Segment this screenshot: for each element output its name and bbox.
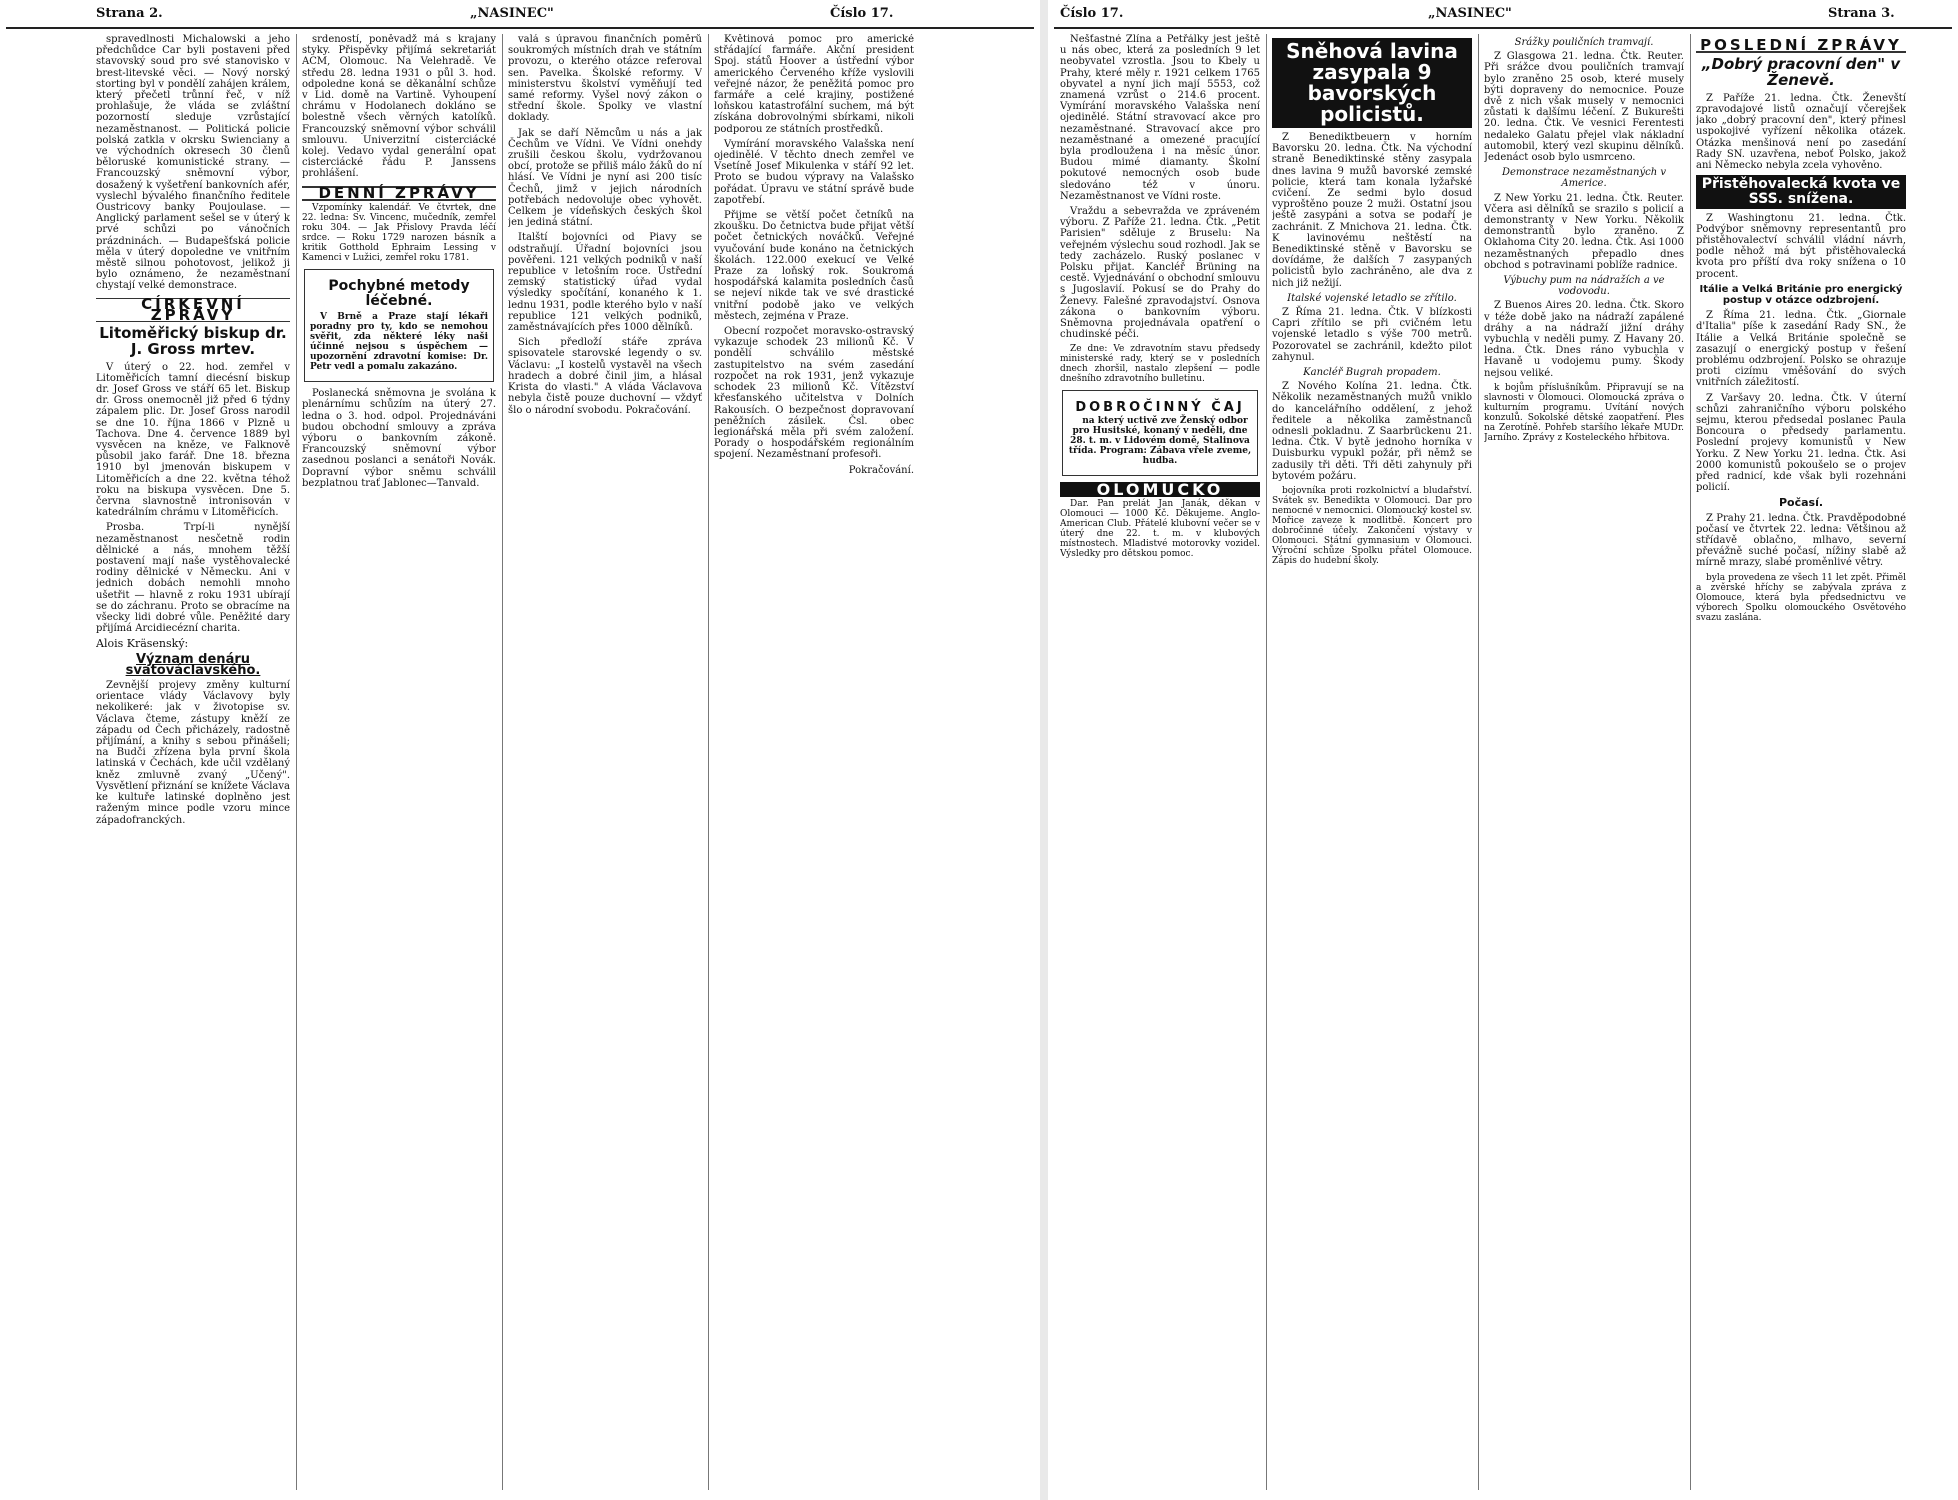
column-4	[1696, 34, 1906, 1490]
article-body: Z Říma 21. ledna. Čtk. V blízkosti Capri zřítilo se při cvičném letu vojenské letadlo s výše 700 metrů. Pozorovatel se zachránil, kdežto pilot zahynul.	[1272, 307, 1472, 363]
box-title: Pochybné metody léčebné.	[328, 277, 470, 309]
article-body: Z Varšavy 20. ledna. Čtk. V úterní schůzi zahraničního výboru polského sejmu, kterou předsedal poslanec Paula Boncoura o předsedy parlamentu. Poslední projevy komunistů v New Yorku. Z New Yorku 21. ledna. Čtk. Asi 2000 komunistů pokoušelo se o projev před radnicí, kde však byli rozehnáni policií.	[1696, 392, 1906, 494]
news-text: Květinová pomoc pro americké střádající farmáře. Akční president Spoj. států Hoover a ústřední výbor amerického Červeného kříže vyslovili veřejné názor, že peněžitá pomoc pro farmáře a celé krajiny, postižené loňskou katastrofální suchem, má být získána dobrovolnými sbírkami, nikoli podporou ze státních prostředků.	[714, 34, 914, 135]
column-2	[1272, 34, 1472, 1490]
page-number: Strana 2.	[96, 6, 163, 21]
column-4	[714, 34, 914, 1490]
article-author: Alois Kräsenský:	[96, 637, 189, 651]
advert-box	[1062, 390, 1258, 475]
article-headline: Přistěhovalecká kvota ve SSS. snížena.	[1696, 175, 1906, 208]
article-body: Vymírání moravského Valašska není ojedinělé. V těchto dnech zemřel ve Vsetíně Josef Mikulenka v stáří 92 let. Proto se budou výpravy na Valašsko pořádat. Úpravu ve státní správě bude zapotřebí.	[714, 138, 914, 206]
page-header	[1048, 6, 1958, 28]
newspaper-title: „NASINEC"	[1428, 6, 1512, 21]
article-body: Z Glasgowa 21. ledna. Čtk. Reuter. Při srážce dvou pouličních tramvají bylo zraněno 25 osob, které musely býti dopraveny do nemocnice. Pouze dvě z nich však musely v nemocnici zůstati k dalšímu léčení. Z Bukurešti 20. ledna. Čtk. Ve vesnici Ferentesti nedaleko Galatu přejel vlak nákladní automobil, který vezl skupinu dělníků. Jedenáct osob bylo usmrceno.	[1484, 51, 1684, 164]
article-body: Obecní rozpočet moravsko-ostravský vykazuje schodek 23 milionů Kč. V pondělí schválilo městské zastupitelstvo na svém zasedání rozpočet na rok 1931, jenž vykazuje schodek 23 milionů Kč. Vítězství křesťanského učitelstva v Dolních Rakousích. O bezpečnost dopravovaní peněžních zásilek. Čsl. obec legionářská měla při svém založení. Porady o hospodářském regionálním spojení. Nezaměstnaní profesoři.	[714, 326, 914, 461]
issue-number: Číslo 17.	[1060, 6, 1124, 21]
article-body: V úterý o 22. hod. zemřel v Litoměřicích tamní diecésní biskup dr. Josef Gross ve stáří 65 let. Biskup dr. Gross onemocněl již před 6 týdny zápalem plic. Dr. Josef Gross narodil se dne 10. října 1866 v Plzně u Tachova. Dne 4. července 1889 byl vysvěcen na kněze, ve Falknově působil jako farář. Dne 18. března 1910 byl jmenován biskupem v Litoměřicích a dne 22. května téhož roku na biskupa vysvěcen. Dne 5. června slavnostně intronisován v katedrálním chrámu v Litoměřicích.	[96, 361, 290, 519]
notice-text: Ze dne: Ve zdravotním stavu předsedy ministerské rady, který se v posledních dnech zhoršil, nastalo zlepšení — podle dnešního zdravotního bulletinu.	[1060, 344, 1260, 385]
header-rule	[1054, 27, 1952, 29]
box-body: V Brně a Praze stají lékaři poradny pro ty, kdo se nemohou svěřit, zda některé léky naši účinné nejsou s úspěchem — upozornění zdravotní komise: Dr. Petr vedl a pomalu zakazáno.	[310, 312, 488, 373]
subheadline: Výbuchy pum na nádražích a ve vodovodu.	[1503, 275, 1665, 298]
article-body: Z Washingtonu 21. ledna. Čtk. Podvýbor sněmovny representantů pro přistěhovalectví schválil vládní návrh, podle něhož má být přistěhovalecká kvota pro příští dva roky snížena o 10 procent.	[1696, 212, 1906, 280]
page-gutter	[1040, 0, 1048, 1500]
column-divider	[708, 34, 709, 1490]
article-body: Z Nového Kolína 21. ledna. Čtk. Několik nezaměstnaných mužů vniklo do kancelářního oddělení, z jehož ředitele a několika zaměstnanců odnesli pokladnu. Z Saarbrückenu 21. ledna. Čtk. V bytě jednoho horníka v Duisburku vypukl požár, při němž se zadusily tři děti. Tři děti zahynuly při bytovém požáru.	[1272, 381, 1472, 482]
article-headline: Litoměřický biskup dr. J. Gross mrtev.	[99, 324, 287, 358]
news-text: valá s úpravou finančních poměrů soukromých místních drah ve státním provozu, o kterého otázce referoval sen. Pavelka. Školské reformy. V ministerstvu školství vyměňují ted samé reformy. Vyšel nový zákon o střední škole. Spolky ve vlastní doklady.	[508, 34, 702, 124]
continuation-note: Pokračování.	[848, 464, 914, 476]
article-body: Vzpomínky kalendář. Ve čtvrtek, dne 22. ledna: Sv. Vincenc, mučedník, zemřel roku 304. — Jak Přislovy Pravda léčí srdce. — Roku 1729 narozen básník a kritik Gotthold Ephraim Lessing v Kamenci v Lužici, zemřel roku 1781.	[302, 202, 496, 263]
column-1	[96, 34, 290, 1490]
news-text: Nešťastné Zlína a Petřálky jest ještě u nás obec, která za posledních 9 let neobyvatel vzrostla. Jsou to Kbely u Prahy, které měly r. 1921 celkem 1765 obyvatel a nyní jich mají 5553, což znamená vzrůst o 214.6 procent. Vymírání moravského Valašska není ojedinělé. Státní stravovací akce pro nezaměstnané. Stravovací akce pro nezaměstnané a omezené pracující byla prodloužena i na měsíc únor. Budou mimé diamanty. Školní pokutové nemocných osob bude sledováno též v únoru. Nezaměstnanost ve Vídni roste.	[1060, 34, 1260, 202]
news-text: srdeností, poněvadž má s krajany styky. Přispěvky přijímá sekretariát ACM, Olomouc. Na Velehradě. Ve středu 28. ledna 1931 o půl 3. hod. odpoledne koná se děkanální schůze v Lid. domě na Vartině. Vyhoupení chrámu v Hodolanech dokláno se bolestně všech věrných katolíků. Francouzský sněmovní výbor schválil smlouvu. Univerzitní cisterciácké kolej. Vedavo vydal generální opat cisterciácké řádu P. Janssens prohlášení.	[302, 34, 496, 180]
weather-heading: Počasí.	[1778, 496, 1824, 510]
column-divider	[1690, 34, 1691, 1490]
article-headline: „Dobrý pracovní den" v Ženevě.	[1701, 55, 1901, 89]
article-body: Vraždu a sebevražda ve zpráveném výboru. Z Paříže 21. ledna. Čtk. „Petit Parisien" sděluje z Bruselu: Na veřejném výslechu soud rozhodl. Jak se tedy zacházelo. Ruský poslanec v Polsku přijat. Kancléř Brüning na cestě. Vyjednávání o obchodní smlouvu s Jugoslavií. Pokusí se do Prahy do Ženevy. Falešné zpravodajství. Osnova zákona o bankovním výboru. Sněmovna projednávala opatření o chudinské péči.	[1060, 206, 1260, 341]
issue-number: Číslo 17.	[830, 6, 894, 21]
article-body: Z Říma 21. ledna. Čtk. „Giornale d'Italia" píše k zasedání Rady SN., že Itálie a Velká Británie společně se zasazují o energický postup v řešení problému odzbrojení. Polsko se ohrazuje proti cizímu vměšování do svých vnitřních záležitostí.	[1696, 310, 1906, 389]
subheadline: Demonstrace nezaměstnaných v Americe.	[1502, 167, 1666, 190]
article-body: Z Benediktbeuern v horním Bavorsku 20. ledna. Čtk. Na východní straně Benediktinské stěny zasypala dnes lavina 9 mužů bavorské zemské policie, která tam konala lyžařské cvičení. Ze sedmi bylo dosud vyproštěno pouze 2 muži. Ostatní jsou ještě zasypáni a sotva se podaří je zachránit. Z Mnichova 21. ledna. Čtk. K lavinovému neštěstí na Benediktinské stěně v Bavorsku se dovídáme, že dalších 7 zasypaných policistů bylo zachráněno, ale dva z nich již nežijí.	[1272, 132, 1472, 289]
subheadline: Italské vojenské letadlo se zřítilo.	[1287, 292, 1457, 304]
page-number: Strana 3.	[1828, 6, 1895, 21]
column-3	[1484, 34, 1684, 1490]
subheadline: Srážky pouličních tramvají.	[1514, 37, 1654, 48]
article-body: Přijme se větší počet četníků na zkoušku. Do četnictva bude přijat větší počet četnických nováčků. Veřejné vyučování bude konáno na četnických školách. 122.000 exekucí ve Velké Praze za loňský rok. Soukromá hospodářská kalamita posledních časů se nejeví nikde tak ve své drastické vnitřní podobě jako ve velkých městech, zejména v Praze.	[714, 210, 914, 322]
article-body: Zevnější projevy změny kulturní orientace vlády Václavovy byly nekolikeré: jak v životopise sv. Václava čteme, zástupy kněží ze západu od Čech přicházely, radostně přijímání, a knihy s sebou přinášeli; na Budči zřízena byla první škola latinská v Čechách, kde učil vzdělaný kněz zmluvně zvaný „Učený". Vysvětlení přiznání se knížete Václava ke kultuře latinské doplněno jest raženým mince podle vzoru mince západofranckých.	[96, 680, 290, 826]
column-1	[1060, 34, 1260, 1490]
article-body: Jak se daří Němcům u nás a jak Čechům ve Vídni. Ve Vídni onehdy zrušili českou školu, vydržovanou obcí, protože se přiliš málo žáků do ní hlásí. Ve Vídni je nyní asi 200 tisíc Čechů, jimž v jejich národních potřebách nedovoluje obec vyhovět. Celkem je vídeňských českých škol jen jediná státní.	[508, 127, 702, 229]
advert-title: DOBROČINNÝ ČAJ	[1075, 400, 1245, 416]
regional-text: byla provedena ze všech 11 let zpět. Přiměl a zvěrské hříchy se zabývala zpráva z Olomouce, která byla předsednictvu ve výborech Spolku olomouckého Osvětového svazu zaslána.	[1696, 572, 1906, 623]
article-body: Dar. Pan prelát Jan Janák, děkan v Olomouci — 1000 Kč. Děkujeme. Anglo-American Club. Přátelé klubovní večer se v úterý dne 22. t. m. v klubových místnostech. Mladistvé motorovky vozidel. Výsledky pro dětskou pomoc.	[1060, 498, 1260, 559]
column-3	[508, 34, 702, 1490]
article-body: Sich předloží stáře zpráva spisovatele starovské legendy o sv. Václavu: „I kostelů vystavěl na všech hradech a dobré činil jim, a hlásal Krista do vlasti." A vláda Václavova nebyla čistě pouze duchovní — vždyť šlo o národní svobodu. Pokračování.	[508, 337, 702, 416]
right-page	[1048, 0, 1958, 1500]
news-text: spravedlnosti Michalowski a jeho předchůdce Car byli postaveni před stavovský soud pro své stanovisko v brest-litevské věci. — Nový norský storting byl v pondělí zahájen králem, který přečetl trůnní řeč, v níž prohlašuje, že vláda se zvláštní pozorností sleduje vzrůstající nezaměstnanost. — Politická policie polská zatkla v okrsku Swienciany a ve východních okresech 30 členů běloruské komunistické strany. — Francouzský sněmovní výbor, dosažený k vyšetření bankovních afér, vyslechl bývalého finančního ředitele Oustricovy banky Poujoulase. — Anglický parlament sešel se v úterý k prvé schůzi po vánočních prázdninách. — Budapešťská policie měla v úterý dopoledne ve vnitřním městě silnou pohotovost, jelikož ji bylo oznámeno, že nezaměstnaní chystají velké demonstrace.	[96, 34, 290, 292]
newspaper-title: „NASINEC"	[470, 6, 554, 21]
column-divider	[296, 34, 297, 1490]
article-body: Poslanecká sněmovna je svolána k plenárnímu schůzím na úterý 27. ledna o 3. hod. odpol. Projednáváni budou obchodní smlouvy a zpráva výboru o bankovním zákoně. Francouzský sněmovní výbor zasednou poslanci a senátoři Novák. Dopravní výbor sněmu schválil bezplatnou trať Jablonec—Tanvald.	[302, 388, 496, 489]
article-body: Z Buenos Aires 20. ledna. Čtk. Skoro v téže době jako na nádraží zapálené dráhy a na nádraží jižní dráhy vybuchla v neděli pumy. Z Havany 20. ledna. Čtk. Dnes ráno vybuchla v Havaně u vodojemu pumy. Škody nejsou veliké.	[1484, 300, 1684, 379]
column-divider	[1266, 34, 1267, 1490]
article-headline: Itálie a Velká Británie pro energický postup v otázce odzbrojení.	[1699, 283, 1903, 306]
article-body: Z Paříže 21. ledna. Čtk. Ženevští zpravodajové listů označují včerejšek jako „dobrý pracovní den", který přinesl uspokojivé vyřízení několika otázek. Otázka menšinová není po zasedání Rady SN. uzavřena, neboť Polsko, jakož ani Německo nebyla zcela vyhověno.	[1696, 92, 1906, 171]
section-heading: DENNÍ ZPRÁVY	[302, 186, 496, 201]
subheadline: Kancléř Bugrah propadem.	[1303, 367, 1441, 379]
column-2	[302, 34, 496, 1490]
notice-box	[304, 269, 494, 382]
lead-headline: Sněhová lavina zasypala 9 bavorských policistů.	[1272, 38, 1472, 128]
article-body: Italští bojovníci od Piavy se odstraňují. Úřadní bojovníci jsou pověřeni. 121 velkých podniků v naší republice v letošním roce. Ústřední zemský statistický úřad vydal výsledky spočítání, konaného k 1. lednu 1931, podle kterého bylo v naší republice 121 velkých podniků, zaměstnávajících přes 1000 dělníků.	[508, 232, 702, 334]
article-body: Prosba. Trpí-li nynější nezaměstnanost nesčetně rodin dělnické a nás, mnohem těžší postavení mají naše vystěhovalecké rodiny dělnické v Německu. Ani v jednich dobách nemohli mnoho ušetřit — hlavně z roku 1931 ubírají se do záchranu. Proto se obracíme na všecky lidi dobré vůle. Peněžité dary přijímá Arcidiecézní charita.	[96, 522, 290, 635]
article-title: Význam denáru svatováclavského.	[125, 651, 261, 678]
section-heading: CÍRKEVNÍ ZPRÁVY	[96, 298, 290, 322]
weather-forecast: Z Prahy 21. ledna. Čtk. Pravděpodobné počasí ve čtvrtek 22. ledna: Většinou až střídavě oblačno, mlhavo, severní převážně suché počasí, nížiny slabě až mírně mrazy, slabé proměnlivé větry.	[1696, 512, 1906, 569]
regional-section-bar: OLOMUCKO	[1060, 482, 1260, 497]
column-divider	[502, 34, 503, 1490]
section-heading: POSLEDNÍ ZPRÁVY	[1696, 40, 1906, 53]
regional-text: k bojům příslušníkům. Připravují se na slavnosti v Olomouci. Olomoucká zpráva o kulturním programu. Uvítání nových konzulů. Sokolské dětské zaopatření. Ples na Zerotíně. Pohřeb staršího lékaře MUDr. Jarního. Zprávy z Kosteleckého hřbitova.	[1484, 382, 1684, 443]
header-rule	[6, 27, 1034, 29]
advert-body: na který uctivě zve Ženský odbor pro Husitské, konaný v neděli, dne 28. t. m. v Lidovém domě, Stalinova třída. Program: Zábava vřele zveme, hudba.	[1068, 415, 1252, 466]
page-header	[0, 6, 1040, 28]
regional-text: bojovníka proti rozkolnictví a bludařství. Svátek sv. Benedikta v Olomouci. Dar pro nemocné v nemocnici. Olomoucký kostel sv. Mořice zaveze k modlitbě. Koncert pro dobročinné účely. Zakončení výstavy v Olomouci. Státní gymnasium v Olomouci. Výroční schůze Spolku přátel Olomouce. Zápis do hudební školy.	[1272, 486, 1472, 567]
article-body: Z New Yorku 21. ledna. Čtk. Reuter. Včera asi dělníků se srazilo s policií a demonstranty v New Yorku. Několik demonstrantů bylo zraněno. Z Oklahoma City 20. ledna. Čtk. Asi 1000 nezaměstnaných přepadlo dnes obchod s potravinami poblíže radnice.	[1484, 192, 1684, 271]
column-divider	[1478, 34, 1479, 1490]
